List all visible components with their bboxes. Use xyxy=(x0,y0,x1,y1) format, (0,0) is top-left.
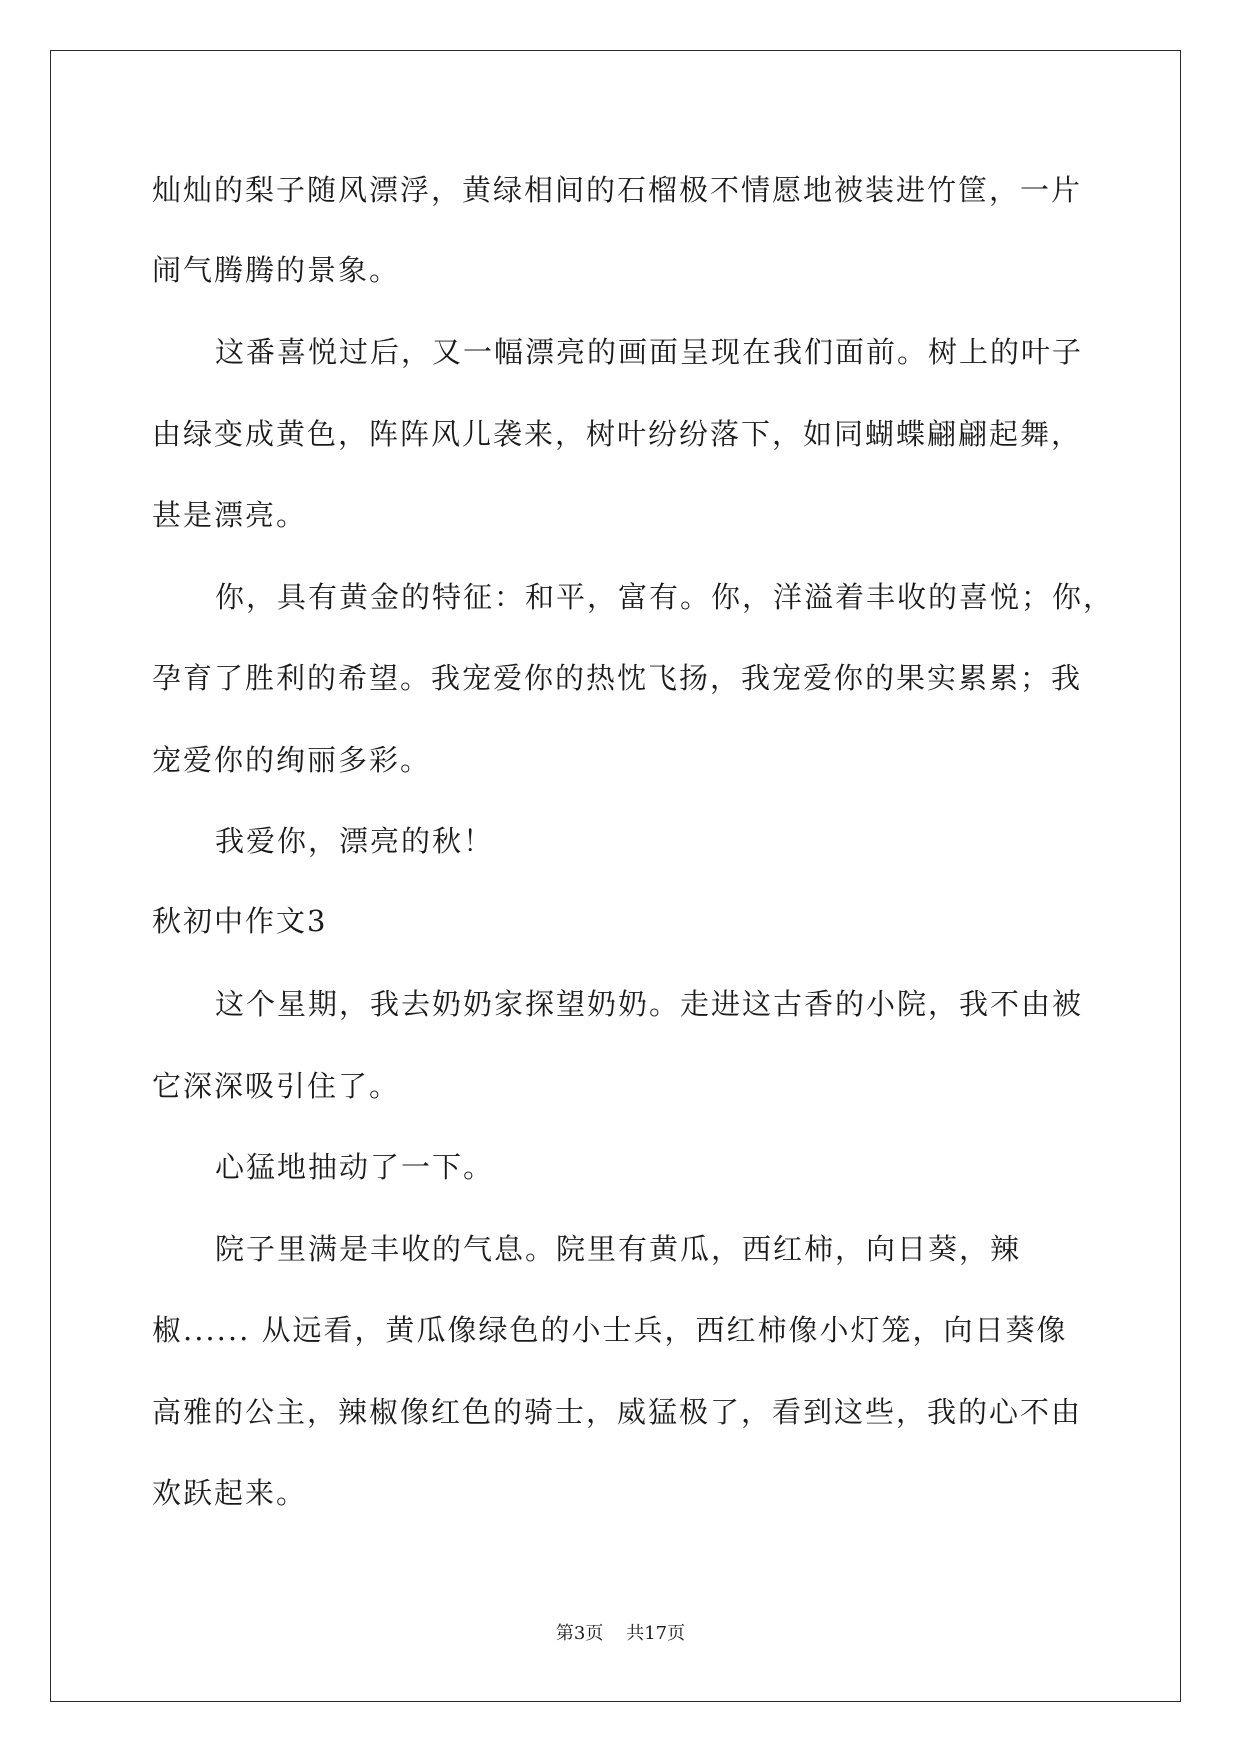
paragraph-line: 它深深吸引住了。 xyxy=(152,1069,401,1103)
paragraph-line: 宠爱你的绚丽多彩。 xyxy=(152,743,432,777)
page-total: 共17页 xyxy=(626,1623,686,1644)
paragraph-line: 甚是漂亮。 xyxy=(152,498,308,532)
paragraph-line: 我爱你，漂亮的秋！ xyxy=(215,824,495,858)
paragraph-line: 灿灿的梨子随风漂浮，黄绿相间的石榴极不情愿地被装进竹筐，一片 xyxy=(152,173,1083,207)
paragraph-line: 孕育了胜利的希望。我宠爱你的热忱飞扬，我宠爱你的果实累累；我 xyxy=(152,661,1083,695)
paragraph-line: 你，具有黄金的特征：和平，富有。你，洋溢着丰收的喜悦；你， xyxy=(215,580,1115,614)
page-border xyxy=(50,50,1181,1702)
page-footer xyxy=(0,1622,1241,1646)
paragraph-line: 心猛地抽动了一下。 xyxy=(215,1150,495,1184)
paragraph-line: 高雅的公主，辣椒像红色的骑士，威猛极了，看到这些，我的心不由 xyxy=(152,1395,1083,1429)
section-heading: 秋初中作文3 xyxy=(152,904,328,938)
paragraph-line: 这个星期，我去奶奶家探望奶奶。走进这古香的小院，我不由被 xyxy=(215,987,1084,1021)
paragraph-line: 由绿变成黄色，阵阵风儿袭来，树叶纷纷落下，如同蝴蝶翩翩起舞， xyxy=(152,417,1083,451)
paragraph-line: 院子里满是丰收的气息。院里有黄瓜，西红柿，向日葵，辣 xyxy=(215,1232,1022,1266)
paragraph-line: 闹气腾腾的景象。 xyxy=(152,253,401,287)
paragraph-line: 椒...... 从远看，黄瓜像绿色的小士兵，西红柿像小灯笼，向日葵像 xyxy=(152,1313,1068,1347)
paragraph-line: 这番喜悦过后，又一幅漂亮的画面呈现在我们面前。树上的叶子 xyxy=(215,335,1084,369)
paragraph-line: 欢跃起来。 xyxy=(152,1476,308,1510)
page-number: 第3页 xyxy=(555,1623,604,1644)
